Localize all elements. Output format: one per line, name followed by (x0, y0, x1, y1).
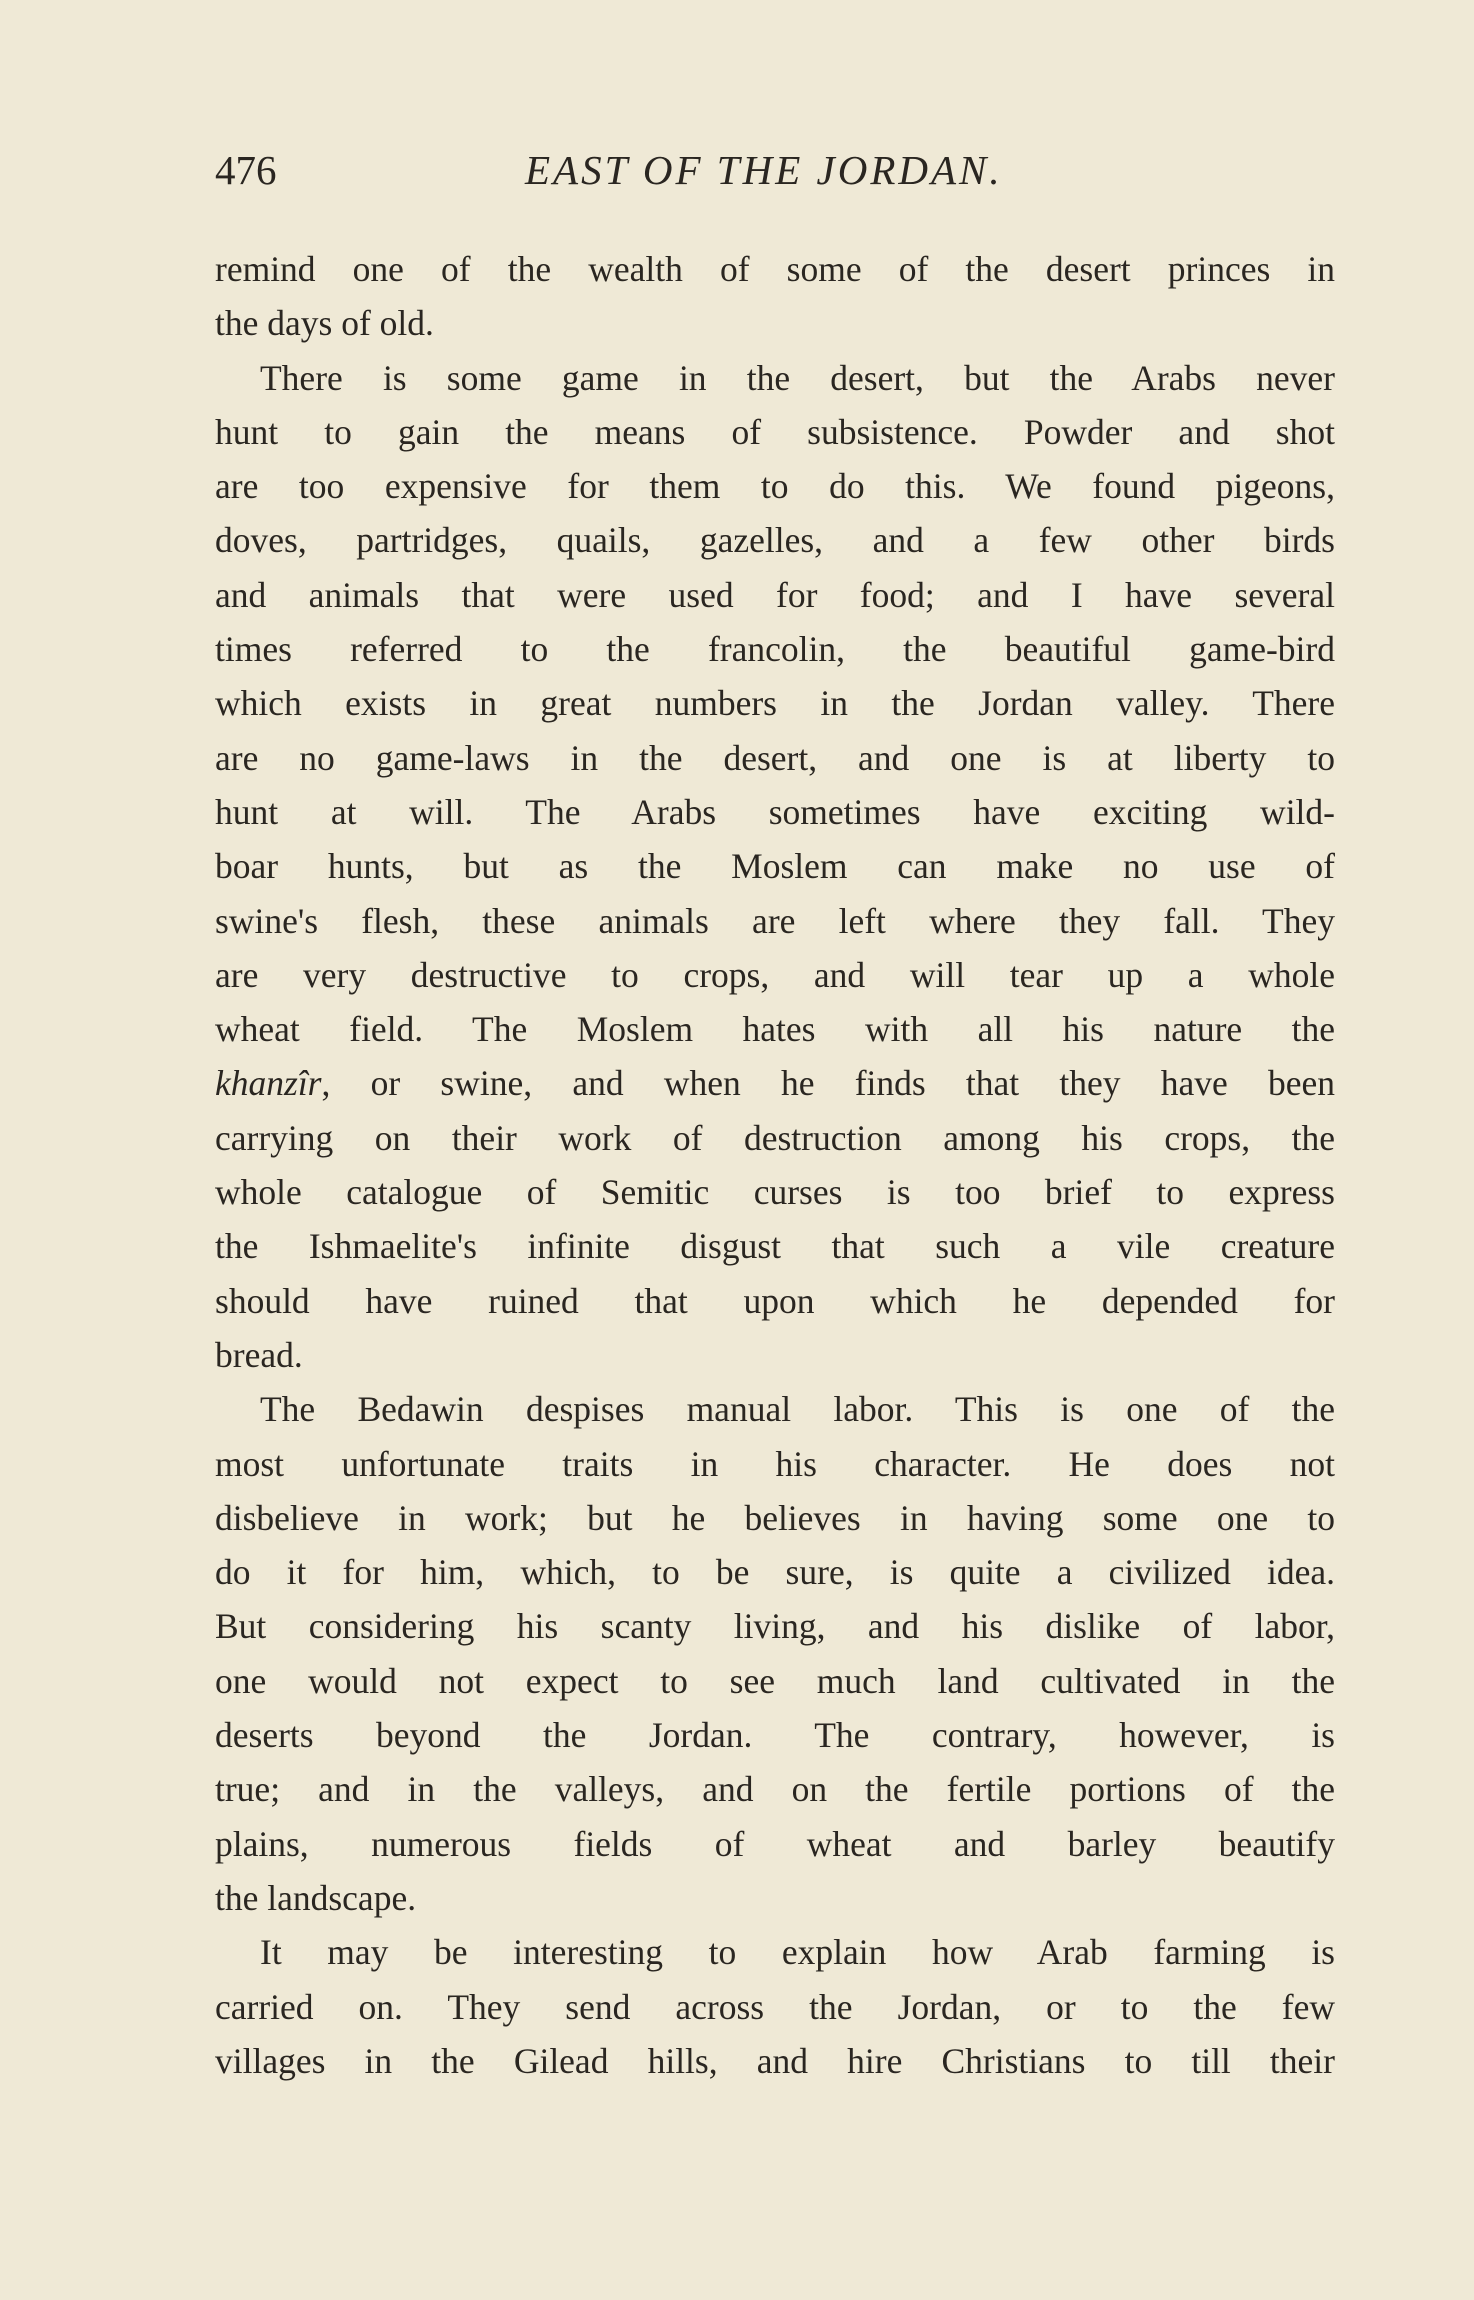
text-line: are too expensive for them to do this. We found pigeons, (215, 466, 1335, 507)
running-head: EAST OF THE JORDAN. (525, 147, 1003, 193)
text-line: plains, numerous fields of wheat and barley beautify (215, 1823, 1335, 1864)
text-line: villages in the Gilead hills, and hire Christians to till their (215, 2040, 1335, 2081)
text-line: carried on. They send across the Jordan, or to the few (215, 1986, 1335, 2027)
text-line: boar hunts, but as the Moslem can make no use of (215, 846, 1335, 887)
text-line: swine's flesh, these animals are left where they fall. They (215, 900, 1335, 941)
text-line-with-italic: khanzîr, or swine, and when he finds that they have been (215, 1063, 1335, 1104)
text-line: most unfortunate traits in his character. He does not (215, 1443, 1335, 1484)
text-line: true; and in the valleys, and on the fertile portions of the (215, 1769, 1335, 1810)
text-line: hunt at will. The Arabs sometimes have exciting wild- (215, 791, 1335, 832)
text-line: There is some game in the desert, but the Arabs never (260, 357, 1335, 398)
body-text (215, 242, 1335, 2088)
text-line: deserts beyond the Jordan. The contrary, however, is (215, 1715, 1335, 1756)
text-line: wheat field. The Moslem hates with all his nature the (215, 1009, 1335, 1050)
text-line: times referred to the francolin, the beautiful game-bird (215, 629, 1335, 670)
text-line: But considering his scanty living, and his dislike of labor, (215, 1606, 1335, 1647)
text-line: one would not expect to see much land cultivated in the (215, 1660, 1335, 1701)
text-line: are no game-laws in the desert, and one is at liberty to (215, 737, 1335, 778)
text-line: remind one of the wealth of some of the desert princes in (215, 249, 1335, 289)
text-line: do it for him, which, to be sure, is quite a civilized idea. (215, 1552, 1335, 1593)
italic-term: khanzîr (215, 1063, 322, 1104)
text-line: the days of old. (215, 303, 434, 344)
text-line: disbelieve in work; but he believes in having some one to (215, 1497, 1335, 1538)
page-header (215, 146, 1335, 206)
text-line: hunt to gain the means of subsistence. Powder and shot (215, 411, 1335, 452)
text-line: and animals that were used for food; and I have several (215, 574, 1335, 615)
text-line: bread. (215, 1334, 303, 1375)
text-line: doves, partridges, quails, gazelles, and a few other birds (215, 520, 1335, 561)
text-line: which exists in great numbers in the Jordan valley. There (215, 683, 1335, 724)
text-line: It may be interesting to explain how Arab farming is (260, 1932, 1335, 1973)
text-line: carrying on their work of destruction among his crops, the (215, 1117, 1335, 1158)
text-line: The Bedawin despises manual labor. This is one of the (260, 1389, 1335, 1430)
text-line: the Ishmaelite's infinite disgust that such a vile creature (215, 1226, 1335, 1267)
page-number: 476 (215, 147, 277, 193)
text-line: should have ruined that upon which he depended for (215, 1280, 1335, 1321)
text-line: the landscape. (215, 1877, 417, 1918)
text-line: whole catalogue of Semitic curses is too brief to express (215, 1172, 1335, 1213)
text-line: are very destructive to crops, and will tear up a whole (215, 954, 1335, 995)
